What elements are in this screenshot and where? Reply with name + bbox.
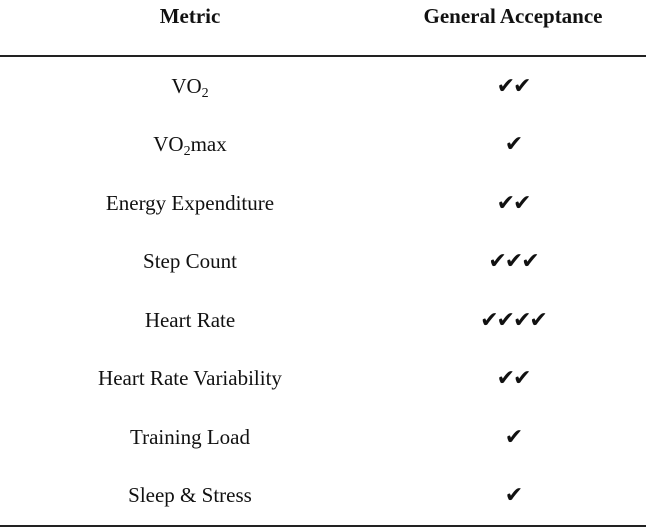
table-row xyxy=(0,350,646,409)
acceptance-column-header xyxy=(380,0,646,56)
acceptance-checkmarks: ✔✔✔ xyxy=(488,249,538,275)
metric-text: VO xyxy=(171,73,202,98)
acceptance-checkmarks: ✔✔ xyxy=(496,73,530,99)
metric-cell xyxy=(0,56,380,116)
table-row xyxy=(0,116,646,175)
acceptance-checkmarks: ✔ xyxy=(504,132,522,158)
acceptance-checkmarks: ✔✔ xyxy=(496,190,530,216)
metric-cell xyxy=(0,233,380,292)
header-row xyxy=(0,0,646,56)
table-row xyxy=(0,408,646,467)
metric-text: Sleep & Stress xyxy=(128,483,252,508)
acceptance-checkmarks: ✔ xyxy=(504,424,522,450)
table-row xyxy=(0,233,646,292)
metric-cell xyxy=(0,350,380,409)
table-row xyxy=(0,291,646,350)
metric-text: VO xyxy=(153,132,184,157)
metric-header-label: Metric xyxy=(159,4,221,28)
metric-text: Heart Rate xyxy=(144,307,236,332)
table-body xyxy=(0,56,646,526)
metric-text: Step Count xyxy=(143,249,237,274)
metric-column-header xyxy=(0,0,380,56)
metric-cell xyxy=(0,291,380,350)
acceptance-checkmarks: ✔ xyxy=(380,467,646,527)
metric-subscript: 2 xyxy=(201,85,209,101)
table-row xyxy=(0,467,646,527)
metric-text: Training Load xyxy=(130,424,250,449)
metric-suffix: max xyxy=(190,132,227,157)
metric-cell xyxy=(0,174,380,233)
acceptance-checkmarks: ✔✔✔✔ xyxy=(480,307,546,333)
metric-text: Energy Expenditure xyxy=(105,190,275,215)
metric-cell xyxy=(0,467,380,527)
metric-cell xyxy=(0,408,380,467)
metric-subscript: 2 xyxy=(183,144,191,160)
acceptance-checkmarks: ✔✔ xyxy=(496,366,530,392)
table-row xyxy=(0,56,646,116)
metric-cell xyxy=(0,116,380,175)
table-row xyxy=(0,174,646,233)
acceptance-header-label: General Acceptance xyxy=(423,4,603,28)
table-header xyxy=(0,0,646,56)
metric-text: Heart Rate Variability xyxy=(98,366,282,391)
